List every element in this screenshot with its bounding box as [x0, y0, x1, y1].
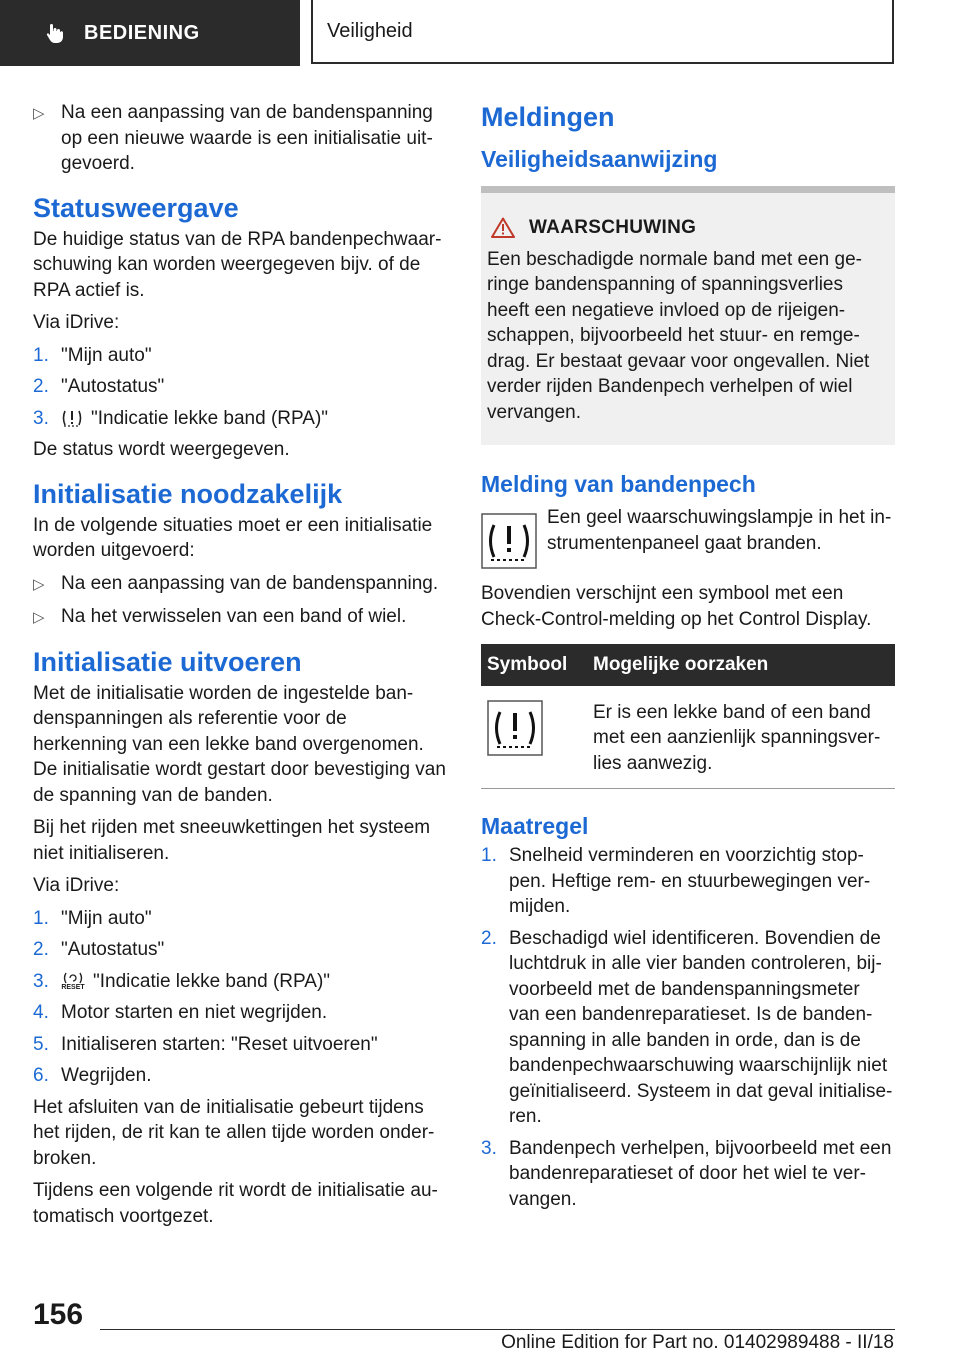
section-tab[interactable] [0, 0, 300, 66]
left-column [33, 100, 446, 1236]
list-item [33, 100, 446, 177]
step-text: "Autostatus" [61, 376, 165, 397]
cc-text: Bovendien verschijnt een symbool met een Check-Control-melding op het Control Display. [481, 583, 872, 630]
warning-text: Een beschadigde normale band met een ge-ringe bandenspanning of spanningsverlies heeft een negatieve invloed op de rijeigen-schappen, bijvoorbeeld het stuur- en remge-drag. Er bestaat gevaar voor ongevallen. Niet verder rijden Bandenpech verhelpen of wiel vervangen. [487, 248, 870, 423]
list-item: 2. Beschadigd wiel identificeren. Bovendien de luchtdruk in alle vier banden controleren, bij-voorbeeld met de bandenspanningsmeter van een bandenreparatieset. Is de banden-spanning in alle banden in orde, dan is de bandenpechwaarschuwing waarschijnlijk niet geïnitialiseerd. Systeem in dat geval initialise-ren. [481, 927, 893, 1127]
cause-column-header: Mogelijke oorzaken [587, 644, 895, 686]
list-item: ▷ Na een aanpassing van de bandenspanning. [33, 571, 446, 598]
required-text: In de volgende situaties moet er een initialisatie worden uitgevoerd: [33, 514, 433, 561]
section-label: BEDIENING [84, 21, 200, 44]
flat-indicator-row [481, 505, 895, 569]
list-item: 1. Snelheid verminderen en voorzichtig stop-pen. Heftige rem- en stuurbewegingen ver-mijden. [481, 845, 871, 917]
perform-text: Met de initialisatie worden de ingestelde ban-denspanningen als referentie voor de herkenning van een lekke band overgenomen. De initialisatie wordt gestart door bevestiging van de spanning van de banden. [33, 682, 446, 806]
symbol-table [481, 644, 895, 789]
list-item: 2. "Autostatus" [33, 939, 165, 960]
list-item: 3. Bandenpech verhelpen, bijvoorbeeld met een bandenreparatieset of door het wiel te ver-vangen. [481, 1137, 892, 1210]
list-item: 3. "Indicatie lekke band (RPA)" [33, 407, 329, 429]
messages-heading: Meldingen [481, 102, 615, 132]
triangle-bullet-icon: ▷ [33, 575, 45, 593]
tire-warning-icon [61, 408, 83, 428]
measure-heading: Maatregel [481, 813, 589, 839]
list-item: 1. "Mijn auto" [33, 907, 152, 929]
table-row [481, 686, 895, 789]
status-text: De huidige status van de RPA bandenpechwaar-schuwing kan worden weergegeven bijv. of de RPA actief is. [33, 228, 442, 301]
list-item: 2. "Autostatus" [33, 374, 446, 400]
via-idrive-label: Via iDrive: [33, 875, 120, 896]
chapter-tab[interactable] [311, 0, 894, 64]
status-heading: Statusweergave [33, 192, 239, 223]
flat-text: Een geel waarschuwingslampje in het in-strumentenpaneel gaat branden. [547, 507, 892, 554]
triangle-bullet-icon: ▷ [33, 105, 45, 122]
page-header [0, 0, 960, 66]
safety-heading: Veiligheidsaanwijzing [481, 146, 718, 172]
reset-label: RESET [61, 983, 85, 991]
finish-text: Het afsluiten van de initialisatie gebeurt tijdens het rijden, de rit kan te allen tijde worden onder-broken. [33, 1096, 435, 1169]
list-item: 6. Wegrijden. [33, 1065, 152, 1086]
status-result: De status wordt weergegeven. [33, 439, 290, 460]
next-text: Tijdens een volgende rit wordt de initialisatie au-tomatisch voortgezet. [33, 1180, 438, 1227]
symbol-column-header: Symbool [481, 644, 587, 686]
list-item: 1. "Mijn auto" [33, 343, 446, 369]
hand-pointer-icon [42, 21, 66, 45]
warning-title-text: WAARSCHUWING [529, 217, 697, 238]
perform-heading: Initialisatie uitvoeren [33, 646, 302, 677]
triangle-bullet-icon: ▷ [33, 609, 45, 626]
page-number: 156 [33, 1298, 84, 1331]
tire-pressure-warning-icon [481, 513, 537, 569]
right-column [481, 100, 895, 1218]
flat-heading: Melding van bandenpech [481, 471, 756, 497]
list-item: 3. RESET "Indicatie lekke band (RPA)" [33, 970, 331, 992]
via-idrive-label: Via iDrive: [33, 312, 120, 333]
required-heading: Initialisatie noodzakelijk [33, 478, 343, 509]
tire-reset-icon [61, 972, 85, 991]
list-item: 4. Motor starten en niet wegrijden. [33, 1002, 328, 1023]
snow-text: Bij het rijden met sneeuwkettingen het systeem niet initialiseren. [33, 817, 431, 864]
tire-pressure-warning-icon [487, 700, 543, 756]
footer-divider [100, 1329, 895, 1330]
step-text: "Mijn auto" [61, 344, 152, 366]
cause-cell: Er is een lekke band of een band met een aanzienlijk spanningsver-lies aanwezig. [587, 686, 895, 789]
warning-divider [481, 186, 895, 193]
intro-bullet-text: Na een aanpassing van de bandenspanning op een nieuwe waarde is een initialisatie uit-gevoerd. [61, 102, 433, 174]
list-item: ▷ Na het verwisselen van een band of wiel. [33, 604, 446, 631]
warning-title [491, 215, 885, 241]
warning-box [481, 193, 895, 445]
chapter-label: Veiligheid [327, 19, 413, 42]
step-text: "Indicatie lekke band (RPA)" [91, 407, 329, 429]
warning-triangle-icon [491, 217, 515, 238]
list-item: 5. Initialiseren starten: "Reset uitvoeren" [33, 1033, 378, 1055]
edition-text: Online Edition for Part no. 01402989488 - II/18 [501, 1332, 894, 1353]
